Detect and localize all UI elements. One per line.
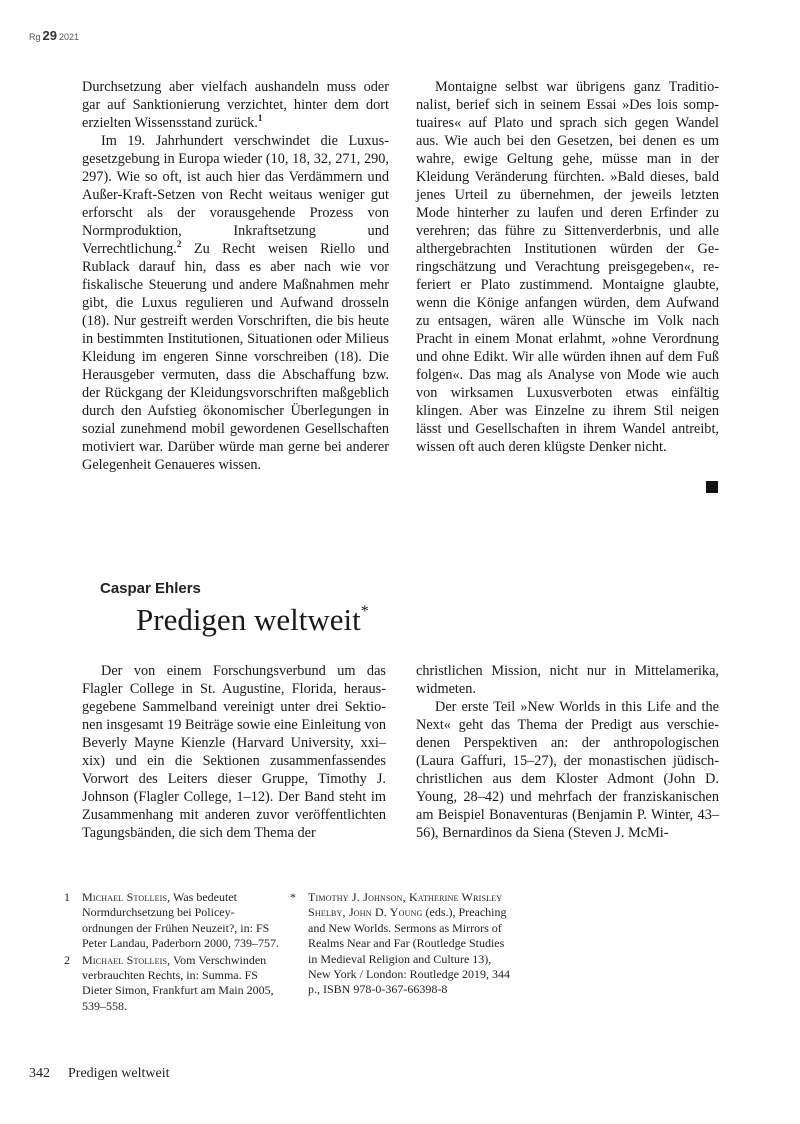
- paragraph: Montaigne selbst war übrigens ganz Traditionalist, berief sich in seinem Essai »Des lois somptuaires« auf Plato und sprach sich gegen Wandel aus. Wie auch bei den Gesetzen, bei denen es um wahre, ewige Geltung gehe, müsse man in der Kleidung Veränderung fürchten. »Bald dieses, bald jenes Urteil zu übernehmen, der jeweils letzten Mode hinterher zu laufen und deren Erfinder zu verehren; das führe zu Sittenverderbnis, und alle althergebrachten Institutionen würden der Geringschätzung und Verachtung preisgegeben«, referiert er Plato zustimmend. Montaigne glaubte, wenn die Könige anfangen würden, dem Aufwand zu entsagen, wären alle Wünsche im Volk nach Pracht in einem Monat erlahmt, »ohne Verordnung und ohne Edikt. Wir alle würden ihnen auf dem Fuß folgen«. Das mag als Analyse von Mode wie auch von wirksamen Luxusverboten etwas einfältig klingen. Aber was Einzelne zu ihrem Stil neigen lässt und Gesellschaften in ihrem Wandel antreibt, wissen oft auch deren klügste Denker nicht.: [416, 79, 719, 455]
- paragraph: [82, 78, 389, 132]
- journal-abbrev: Rg: [29, 32, 41, 42]
- paragraph-text: Durchsetzung aber vielfach aushandeln muss oder gar auf Sanktionierung verzichtet, hinter dem dort erzielten Wissensstand zurück.: [82, 79, 389, 131]
- footnote-number: 1: [64, 890, 70, 904]
- left-column-bottom: [82, 662, 386, 842]
- running-title: Predigen weltweit: [68, 1066, 170, 1081]
- paragraph-text: Im 19. Jahrhundert verschwindet die Luxusgesetzgebung in Europa wieder (10, 18, 32, 271, 290, 297). Wie so oft, ist auch hier das Verdämmern und Außer-Kraft-Setzen von Recht weitaus weniger gut erforscht als der vorausgehende Prozess von Normproduktion, Inkraftsetzung und Verrechtlichung.: [82, 133, 389, 257]
- page-footer: [29, 1066, 169, 1082]
- article-title: [136, 600, 369, 640]
- paragraph: christlichen Mission, nicht nur in Mittelamerika, widmeten.: [416, 663, 719, 697]
- footnote-text: (eds.), Preaching and New Worlds. Sermons as Mirrors of Realms Near and Far (Routledge Studies in Medieval Religion and Culture 13), New York / London: Routledge 2019, 344 p., ISBN 978-0-367-66398-8: [308, 905, 510, 997]
- paragraph-text: Zu Recht weisen Riello und Rublack darauf hin, dass es aber nach wie vor fiskalische Steuerung und andere Maßnahmen mehr gibt, die Luxus regulieren und Aufwand drosseln (18). Nur gestreift werden Vorschriften, die bis heute in bestimmten Institutionen, Situationen oder Milieus Kleidung im engeren Sinne vorschreiben (18). Die Herausgeber vermuten, dass die Abschaffung bzw. der Rückgang der Kleidungsvorschriften maßgeblich durch den Aufstieg ökonomischer Überlegungen in sozial zunehmend mobil gewordenen Gesellschaften motiviert war. Darüber würde man gerne bei anderer Gelegenheit Genaueres wissen.: [82, 241, 389, 473]
- footnote-number: 2: [64, 952, 70, 967]
- footnote-author: Michael Stolleis: [82, 952, 168, 967]
- title-footnote-mark: *: [360, 603, 369, 620]
- footnote-star: [290, 890, 512, 999]
- journal-header: [29, 28, 79, 44]
- left-column-top: [82, 78, 389, 474]
- footnotes-left: [64, 890, 279, 1015]
- end-of-article-mark: [706, 481, 718, 493]
- right-column-top: [416, 78, 719, 456]
- footnote-ref: 1: [257, 113, 263, 123]
- volume-number: 29: [42, 28, 57, 43]
- footnote-author: Michael Stolleis: [82, 890, 168, 904]
- footnote: [64, 890, 279, 952]
- footnote-ref: 2: [176, 239, 182, 249]
- paragraph: Der erste Teil »New Worlds in this Life and the Next« geht das Thema der Predigt aus verschiedenen Perspektiven an: der anthropologischen (Laura Gaffuri, 15–27), der monastischen jüdisch-christlichen aus dem Kloster Admont (John D. Young, 28–42) und mehrfach der franziskanischen am Beispiel Bonaventuras (Benjamin P. Winter, 43–56), Bernardinos da Siena (Steven J. McMi-: [416, 699, 719, 841]
- right-column-bottom: [416, 662, 719, 842]
- footnote-author: Timothy J. Johnson, Katherine Wrisley Shelby, John D. Young: [308, 890, 503, 920]
- article-title-text: Predigen weltweit: [136, 602, 361, 637]
- footnote: [290, 890, 512, 998]
- footnote: [64, 953, 279, 1015]
- footnote-text: , Vom Verschwinden verbrauchten Rechts, in: Summa. FS Dieter Simon, Frankfurt am Main 2005, 539–558.: [82, 952, 274, 1013]
- page-number: 342: [29, 1066, 50, 1081]
- year: 2021: [58, 32, 80, 42]
- footnote-number: *: [290, 890, 296, 904]
- article-author: Caspar Ehlers: [100, 580, 201, 597]
- paragraph: [82, 132, 389, 474]
- paragraph: Der von einem Forschungsverbund um das Flagler College in St. Augustine, Florida, herausgegebene Sammelband vereinigt unter drei Sektionen insgesamt 19 Beiträge sowie eine Einleitung von Beverly Mayne Kienzle (Harvard University, xxi–xix) und ein die Sektionen zusammenfassendes Vorwort des Leiters dieser Gruppe, Timothy J. Johnson (Flagler College, 1–12). Der Band steht im Zusammenhang mit anderen zuvor veröffentlichten Tagungsbänden, die sich dem Thema der: [82, 663, 386, 841]
- footnote-text: , Was bedeutet Normdurchsetzung bei Policeyordnungen der Frühen Neuzeit?, in: FS Peter Landau, Paderborn 2000, 739–757.: [82, 890, 279, 951]
